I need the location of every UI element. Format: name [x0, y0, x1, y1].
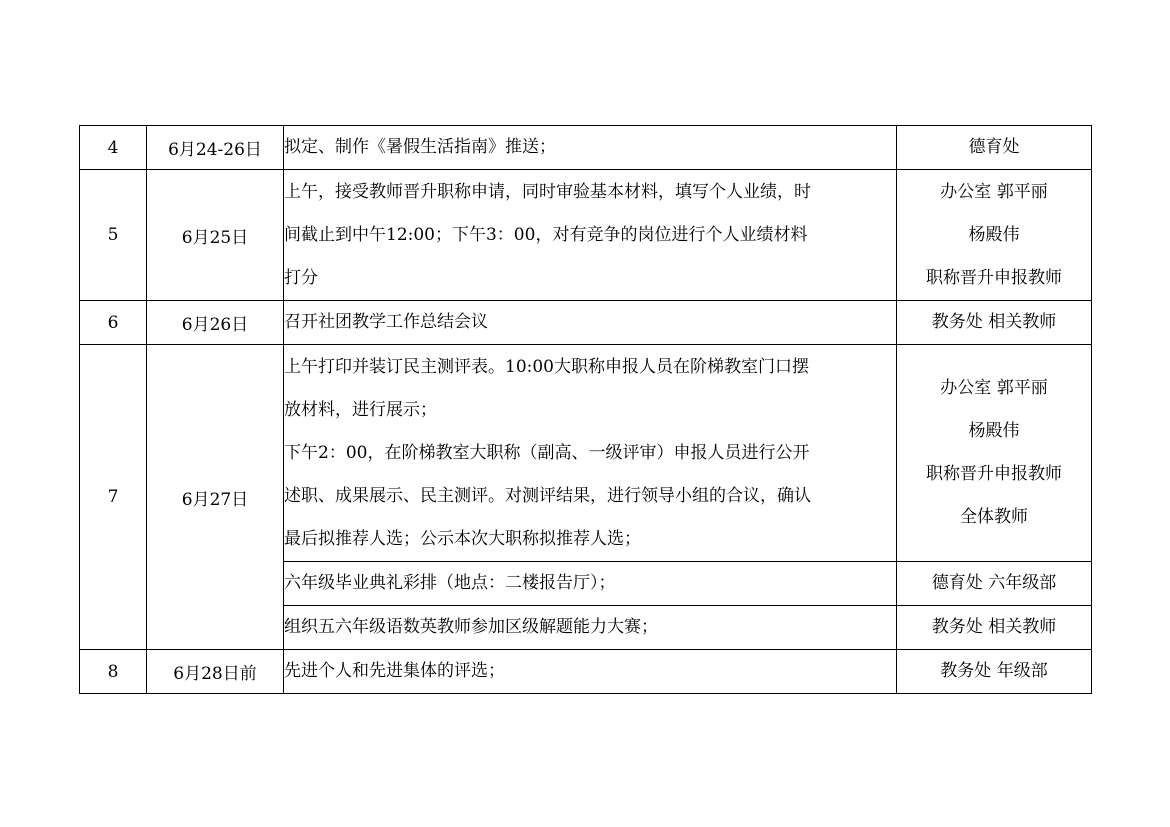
- content-line: 六年级毕业典礼彩排（地点：二楼报告厅）；: [284, 573, 616, 593]
- content-line: 上午，接受教师晋升职称申请，同时审验基本材料，填写个人业绩，时: [284, 181, 811, 202]
- department-line: 德育处 六年级部: [931, 573, 1057, 593]
- row-number: 6: [80, 301, 147, 345]
- row-content: [284, 345, 897, 562]
- department-line: 教务处 相关教师: [931, 617, 1057, 637]
- content-line: 组织五六年级语数英教师参加区级解题能力大赛；: [284, 617, 658, 637]
- department-line: 办公室 郭平丽: [940, 181, 1048, 202]
- row-date: 6月28日前: [147, 650, 284, 694]
- row-date: 6月25日: [147, 170, 284, 301]
- department-line: 杨殿伟: [968, 421, 1020, 441]
- row-content: [284, 126, 897, 170]
- row-department: [897, 345, 1092, 562]
- table-row: [80, 170, 1092, 301]
- row-date: 6月26日: [147, 301, 284, 345]
- department-line: 办公室 郭平丽: [940, 378, 1048, 398]
- row-number: 5: [80, 170, 147, 301]
- content-line: 述职、成果展示、民主测评。对测评结果，进行领导小组的合议，确认: [284, 485, 811, 506]
- department-line: 教务处 相关教师: [931, 312, 1057, 332]
- department-line: 全体教师: [960, 507, 1028, 527]
- row-content: [284, 650, 897, 694]
- row-department: [897, 606, 1092, 650]
- row-number: 8: [80, 650, 147, 694]
- row-date: 6月24-26日: [147, 126, 284, 170]
- content-line: 先进个人和先进集体的评选；: [284, 661, 505, 681]
- row-date: 6月27日: [147, 345, 284, 650]
- content-line: 最后拟推荐人选；公示本次大职称拟推荐人选；: [284, 528, 641, 549]
- row-content: [284, 606, 897, 650]
- row-department: [897, 562, 1092, 606]
- table-row: [80, 301, 1092, 345]
- row-content: [284, 562, 897, 606]
- row-department: [897, 126, 1092, 170]
- table-row: [80, 345, 1092, 562]
- content-line: 召开社团教学工作总结会议: [284, 312, 488, 332]
- row-department: [897, 170, 1092, 301]
- department-line: 职称晋升申报教师: [926, 267, 1062, 288]
- table-row: [80, 650, 1092, 694]
- row-department: [897, 650, 1092, 694]
- row-number: 7: [80, 345, 147, 650]
- content-line: 拟定、制作《暑假生活指南》推送；: [284, 137, 556, 157]
- content-line: 上午打印并装订民主测评表。10:00大职称申报人员在阶梯教室门口摆: [284, 356, 809, 377]
- department-line: 德育处: [968, 137, 1020, 157]
- schedule-table: [79, 125, 1092, 694]
- content-line: 打分: [284, 267, 318, 288]
- content-line: 下午2：00，在阶梯教室大职称（副高、一级评审）申报人员进行公开: [284, 442, 810, 463]
- content-line: 放材料，进行展示；: [284, 399, 437, 420]
- content-line: 间截止到中午12:00；下午3：00，对有竞争的岗位进行个人业绩材料: [284, 224, 808, 245]
- department-line: 教务处 年级部: [940, 661, 1048, 681]
- department-line: 杨殿伟: [968, 224, 1020, 245]
- row-department: [897, 301, 1092, 345]
- row-content: [284, 170, 897, 301]
- table-row: [80, 126, 1092, 170]
- row-number: 4: [80, 126, 147, 170]
- row-content: [284, 301, 897, 345]
- department-line: 职称晋升申报教师: [926, 464, 1062, 484]
